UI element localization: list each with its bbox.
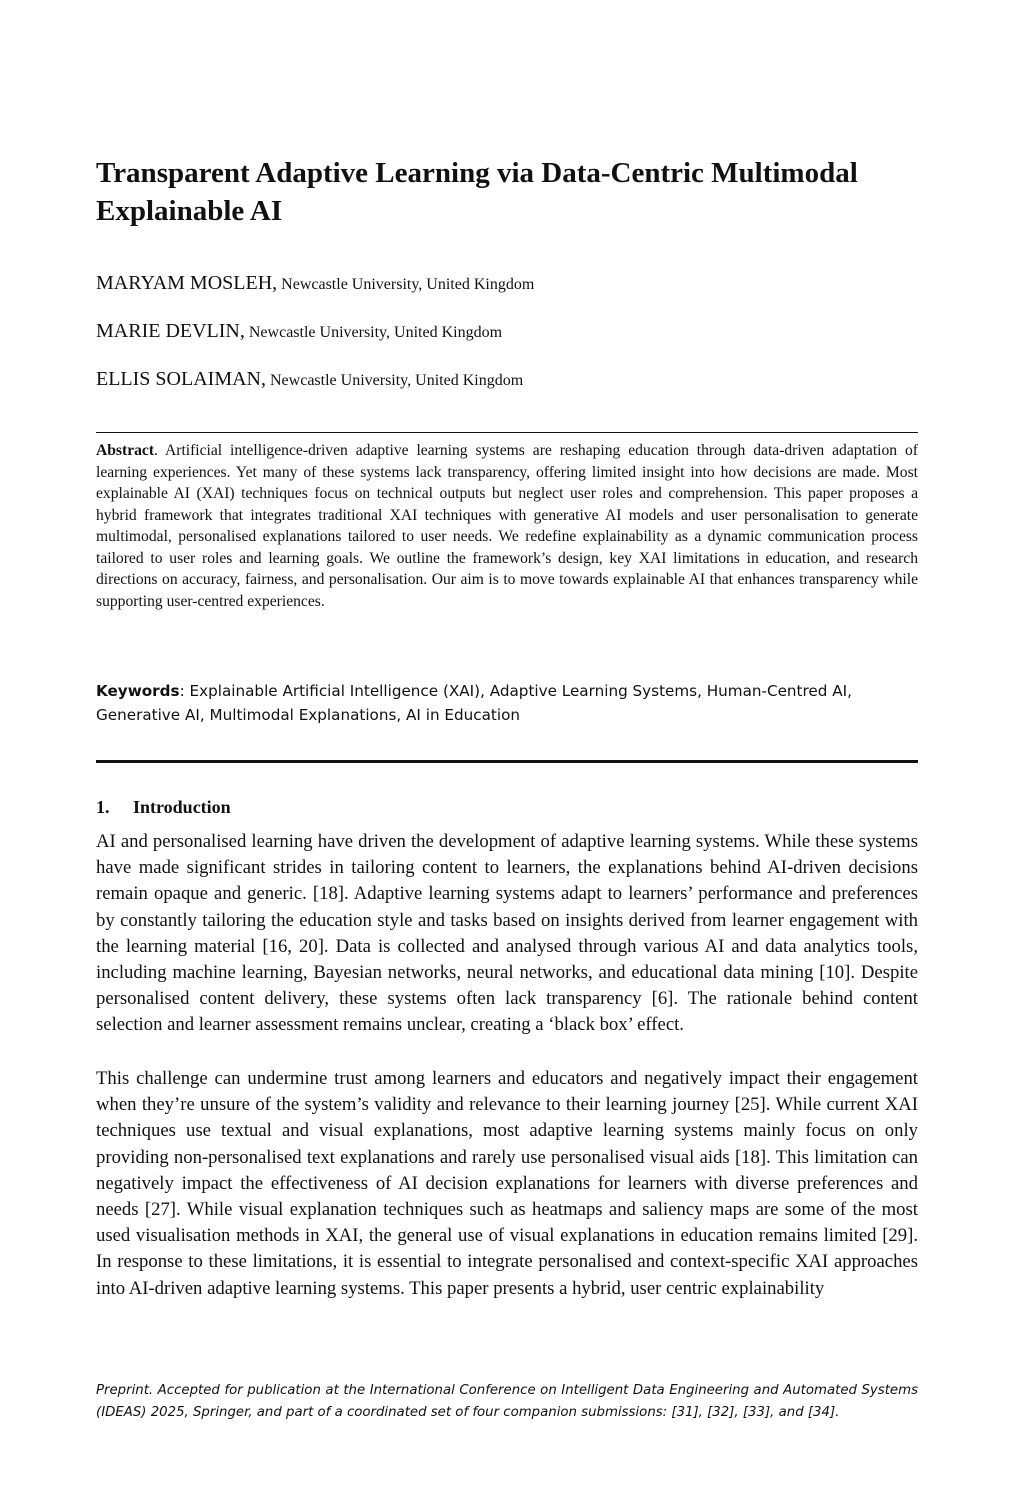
author-name: MARYAM MOSLEH, xyxy=(96,272,278,294)
author-affiliation: Newcastle University, United Kingdom xyxy=(270,372,524,389)
preprint-footnote: Preprint. Accepted for publication at the International Conference on Intelligent Data Engineering and Automated Systems (IDEAS) 2025, Springer, and part of a coordinated set of four companion submissions: [31], [32], [33], and [34]. xyxy=(96,1383,918,1420)
author-line xyxy=(96,368,523,391)
author-line xyxy=(96,272,534,295)
keywords-text: : Explainable Artificial Intelligence (XAI), Adaptive Learning Systems, Human-Centred AI, Generative AI, Multimodal Explanations, AI in Education xyxy=(96,682,852,724)
abstract-label: Abstract xyxy=(96,442,155,459)
abstract-text: . Artificial intelligence-driven adaptive learning systems are reshaping education through data-driven adaptation of learning experiences. Yet many of these systems lack transparency, offering limited insight into how decisions are made. Most explainable AI (XAI) techniques focus on technical outputs but neglect user roles and comprehension. This paper proposes a hybrid framework that integrates traditional XAI techniques with generative AI models and user personalisation to generate multimodal, personalised explanations tailored to user needs. We redefine explainability as a dynamic communication process tailored to user roles and learning goals. We outline the framework’s design, key XAI limitations in education, and research directions on accuracy, fairness, and personalisation. Our aim is to move towards explainable AI that enhances transparency while supporting user-centred experiences. xyxy=(96,442,918,610)
author-affiliation: Newcastle University, United Kingdom xyxy=(281,276,535,293)
intro-paragraph: AI and personalised learning have driven the development of adaptive learning systems. While these systems have made significant strides in tailoring content to learners, the explanations behind AI-driven decisions remain opaque and generic. [18]. Adaptive learning systems adapt to learners’ performance and preferences by constantly tailoring the education style and tasks based on insights derived from learner engagement with the learning material [16, 20]. Data is collected and analysed through various AI and data analytics tools, including machine learning, Bayesian networks, neural networks, and educational data mining [10]. Despite personalised content delivery, these systems often lack transparency [6]. The rationale behind content selection and learner assessment remains unclear, creating a ‘black box’ effect. xyxy=(96,831,918,1036)
section-number: 1. xyxy=(96,797,110,817)
author-line xyxy=(96,320,502,343)
author-affiliation: Newcastle University, United Kingdom xyxy=(248,324,503,341)
author-name: MARIE DEVLIN, xyxy=(96,320,245,342)
abstract-divider xyxy=(96,432,918,433)
abstract xyxy=(96,440,918,612)
section-divider xyxy=(96,760,918,763)
author-name: ELLIS SOLAIMAN, xyxy=(96,368,266,390)
intro-paragraph: This challenge can undermine trust among learners and educators and negatively impact their engagement when they’re unsure of the system’s validity and relevance to their learning journey [25]. While current XAI techniques use textual and visual explanations, most adaptive learning systems mainly focus on only providing non-personalised text explanations and rarely use personalised visual aids [18]. This limitation can negatively impact the effectiveness of AI decision explanations for learners with diverse preferences and needs [27]. While visual explanation techniques such as heatmaps and saliency maps are some of the most used visualisation methods in XAI, the general use of visual explanations in education remains limited [29]. In response to these limitations, it is essential to integrate personalised and context-specific XAI approaches into AI-driven adaptive learning systems. This paper presents a hybrid, user centric explainability xyxy=(96,1068,918,1299)
section-heading xyxy=(96,797,231,818)
keywords-label: Keywords xyxy=(96,682,180,700)
section-title: Introduction xyxy=(133,797,231,817)
keywords xyxy=(96,679,918,727)
paper-title: Transparent Adaptive Learning via Data-Centric Multimodal Explainable AI xyxy=(96,157,858,227)
